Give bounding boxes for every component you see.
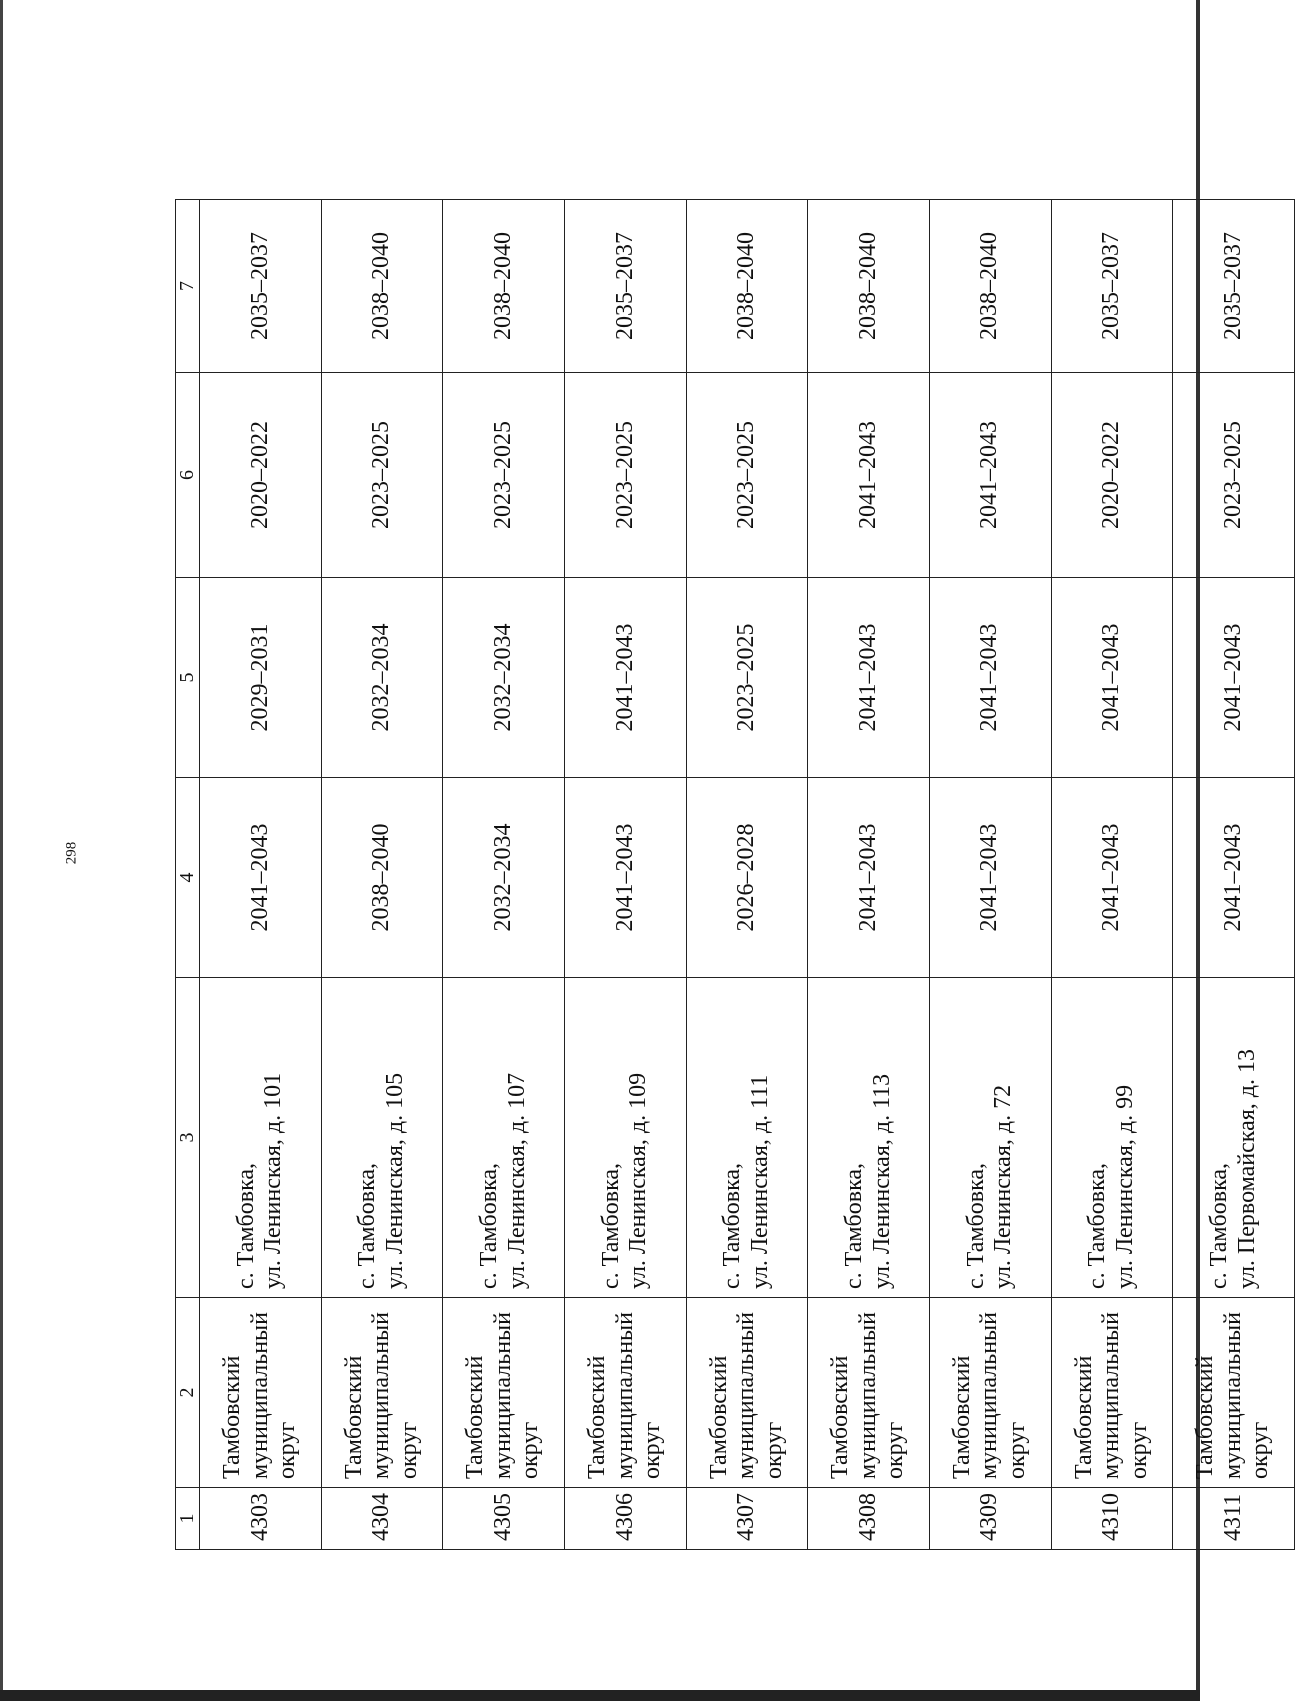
column-number-2: 2 [176,1298,200,1488]
address-cell [200,978,322,1298]
row-id-cell: 4307 [686,1488,808,1550]
period-cell-6: 2023–2025 [686,373,808,578]
district-cell [686,1298,808,1488]
address-cell-line: ул. Ленинская, д. 72 [990,1084,1017,1289]
district-cell-line: Тамбовский [218,1355,245,1479]
address-cell-line: с. Тамбовка, [354,1162,381,1289]
period-cell-6: 2041–2043 [808,373,930,578]
column-number-4: 4 [176,778,200,978]
district-cell-line: муниципальный [854,1311,881,1479]
column-number-6: 6 [176,373,200,578]
period-cell-6: 2020–2022 [1051,373,1173,578]
table-row [1051,200,1173,1550]
address-cell-line: ул. Ленинская, д. 111 [746,1074,773,1289]
district-cell-line: Тамбовский [948,1355,975,1479]
period-cell-5: 2041–2043 [1051,578,1173,778]
row-id-cell: 4308 [808,1488,930,1550]
page-left-border [0,0,3,1701]
district-cell [929,1298,1051,1488]
period-cell-4: 2032–2034 [443,778,565,978]
period-cell-7: 2035–2037 [564,200,686,373]
district-cell-line: Тамбовский [340,1355,367,1479]
period-cell-5: 2032–2034 [321,578,443,778]
address-cell-line: ул. Ленинская, д. 105 [381,1072,408,1289]
district-cell-line: округ [639,1421,666,1479]
row-id-cell: 4303 [200,1488,322,1550]
address-cell [321,978,443,1298]
district-cell-line: округ [760,1421,787,1479]
row-id-cell: 4310 [1051,1488,1173,1550]
district-cell [808,1298,930,1488]
period-cell-4: 2041–2043 [200,778,322,978]
address-cell-line: с. Тамбовка, [719,1162,746,1289]
period-cell-6: 2020–2022 [200,373,322,578]
period-cell-6: 2023–2025 [1173,373,1295,578]
address-cell-line: с. Тамбовка, [597,1162,624,1289]
table-row [686,200,808,1550]
district-cell-line: округ [517,1421,544,1479]
period-cell-7: 2038–2040 [321,200,443,373]
period-cell-5: 2029–2031 [200,578,322,778]
period-cell-5: 2023–2025 [686,578,808,778]
period-cell-6: 2041–2043 [929,373,1051,578]
district-cell [321,1298,443,1488]
table-row [564,200,686,1550]
district-cell [1051,1298,1173,1488]
address-cell-line: с. Тамбовка, [1206,1162,1233,1289]
address-cell-line: ул. Ленинская, д. 101 [260,1072,287,1289]
address-cell-line: с. Тамбовка, [962,1162,989,1289]
period-cell-7: 2038–2040 [808,200,930,373]
district-cell-line: муниципальный [368,1311,395,1479]
period-cell-4: 2026–2028 [686,778,808,978]
address-cell [929,978,1051,1298]
period-cell-6: 2023–2025 [443,373,565,578]
district-cell-line: округ [1125,1421,1152,1479]
district-cell [443,1298,565,1488]
district-cell-line: Тамбовский [1070,1355,1097,1479]
address-cell-line: ул. Первомайская, д. 13 [1233,1049,1260,1289]
row-id-cell: 4305 [443,1488,565,1550]
district-cell [564,1298,686,1488]
table-header [176,200,200,1550]
table-row [929,200,1051,1550]
column-number-1: 1 [176,1488,200,1550]
row-id-cell: 4304 [321,1488,443,1550]
district-cell-line: муниципальный [1219,1311,1246,1479]
district-cell-line: муниципальный [489,1311,516,1479]
district-cell-line: Тамбовский [583,1355,610,1479]
page-number: 298 [63,841,80,865]
district-cell-line: муниципальный [733,1311,760,1479]
period-cell-4: 2041–2043 [564,778,686,978]
district-cell-line: муниципальный [1098,1311,1125,1479]
period-cell-7: 2035–2037 [200,200,322,373]
address-cell [808,978,930,1298]
district-cell-line: округ [395,1421,422,1479]
table-row [443,200,565,1550]
period-cell-5: 2041–2043 [564,578,686,778]
period-cell-5: 2041–2043 [929,578,1051,778]
page-bottom-border [0,1690,1200,1701]
period-cell-4: 2041–2043 [808,778,930,978]
period-cell-7: 2038–2040 [929,200,1051,373]
period-cell-4: 2041–2043 [929,778,1051,978]
district-cell-line: муниципальный [611,1311,638,1479]
table-row [200,200,322,1550]
period-cell-4: 2041–2043 [1051,778,1173,978]
district-cell-line: Тамбовский [1192,1355,1219,1479]
table-row [321,200,443,1550]
district-cell-line: округ [1004,1421,1031,1479]
address-cell-line: с. Тамбовка, [232,1162,259,1289]
address-cell [686,978,808,1298]
header-row [176,200,200,1550]
district-cell-line: муниципальный [976,1311,1003,1479]
address-cell [1051,978,1173,1298]
address-cell [1173,978,1295,1298]
address-cell-line: с. Тамбовка, [1084,1162,1111,1289]
address-cell-line: ул. Ленинская, д. 113 [868,1073,895,1289]
district-cell-line: Тамбовский [705,1355,732,1479]
period-cell-5: 2041–2043 [808,578,930,778]
table-row [808,200,930,1550]
period-cell-7: 2035–2037 [1051,200,1173,373]
address-cell-line: с. Тамбовка, [841,1162,868,1289]
row-id-cell: 4306 [564,1488,686,1550]
table-body [200,200,1295,1550]
period-cell-4: 2038–2040 [321,778,443,978]
address-cell-line: с. Тамбовка, [476,1162,503,1289]
period-cell-5: 2041–2043 [1173,578,1295,778]
district-cell-line: муниципальный [246,1311,273,1479]
period-cell-7: 2038–2040 [686,200,808,373]
schedule-table [175,199,1295,1550]
period-cell-6: 2023–2025 [321,373,443,578]
district-cell-line: округ [274,1421,301,1479]
period-cell-6: 2023–2025 [564,373,686,578]
period-cell-7: 2035–2037 [1173,200,1295,373]
district-cell-line: Тамбовский [462,1355,489,1479]
table-row [1173,200,1295,1550]
address-cell-line: ул. Ленинская, д. 99 [1111,1084,1138,1289]
row-id-cell: 4309 [929,1488,1051,1550]
column-number-5: 5 [176,578,200,778]
column-number-7: 7 [176,200,200,373]
period-cell-7: 2038–2040 [443,200,565,373]
rotated-table-container [175,200,1295,1550]
district-cell-line: округ [882,1421,909,1479]
period-cell-4: 2041–2043 [1173,778,1295,978]
address-cell-line: ул. Ленинская, д. 107 [503,1072,530,1289]
district-cell-line: Тамбовский [827,1355,854,1479]
row-id-cell: 4311 [1173,1488,1295,1550]
column-number-3: 3 [176,978,200,1298]
address-cell-line: ул. Ленинская, д. 109 [625,1072,652,1289]
district-cell [200,1298,322,1488]
district-cell-line: округ [1247,1421,1274,1479]
address-cell [564,978,686,1298]
district-cell [1173,1298,1295,1488]
period-cell-5: 2032–2034 [443,578,565,778]
address-cell [443,978,565,1298]
